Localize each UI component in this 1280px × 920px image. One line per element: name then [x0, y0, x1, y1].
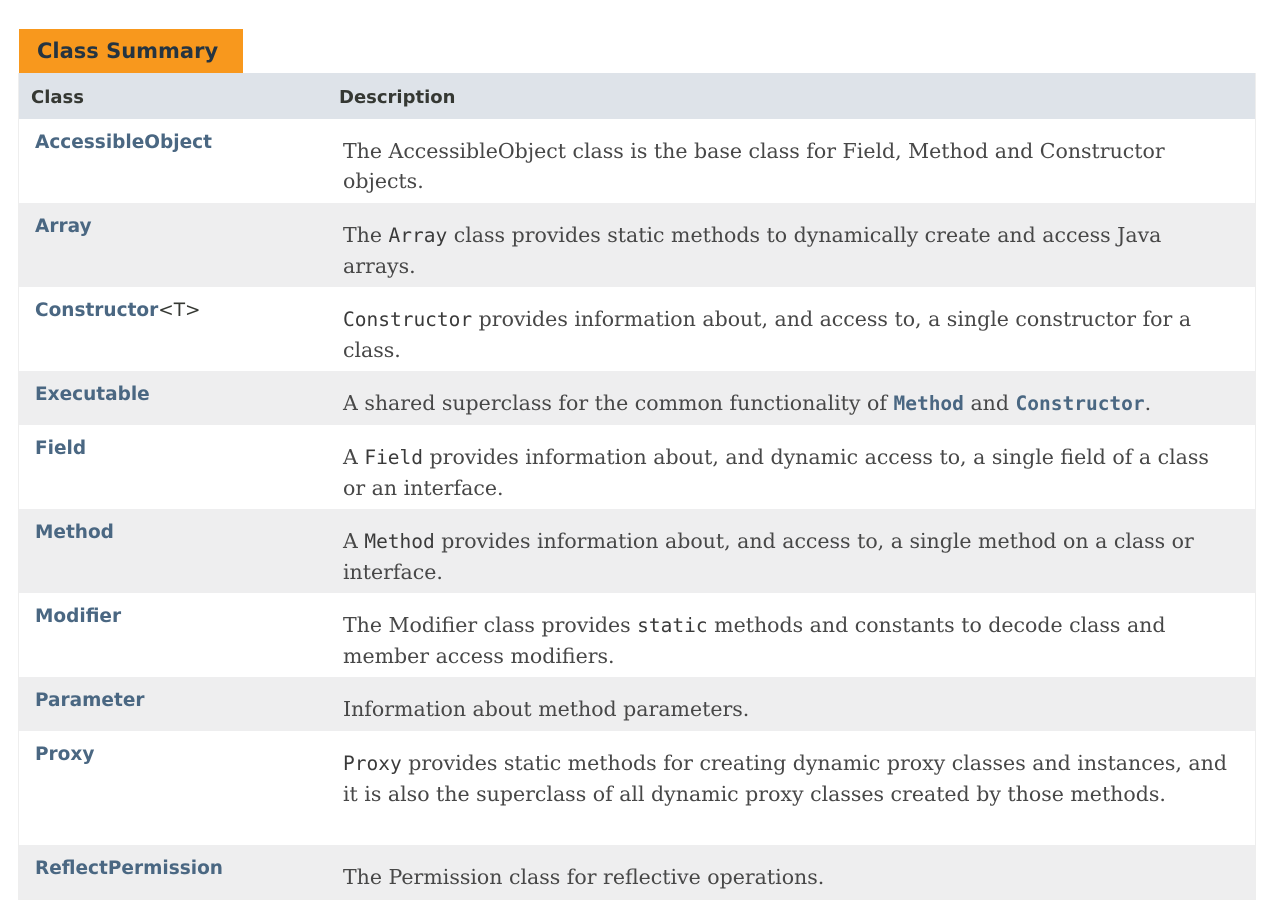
description-text: A shared superclass for the common functionality of	[343, 391, 894, 415]
description-text: provides information about, and access to, a single constructor for a class.	[343, 307, 1192, 362]
class-cell	[19, 677, 327, 731]
description-text: Information about method parameters.	[343, 697, 750, 721]
class-cell	[19, 731, 327, 845]
description-cell	[327, 287, 1255, 371]
table-row	[19, 371, 1255, 425]
class-link-modifier[interactable]: Modifier	[35, 606, 122, 627]
class-cell	[19, 593, 327, 677]
class-link-executable[interactable]: Executable	[35, 384, 150, 405]
code-array: Array	[388, 224, 448, 247]
class-cell	[19, 203, 327, 287]
table-row	[19, 677, 1255, 731]
description-text: The	[343, 223, 389, 247]
description-cell	[327, 593, 1255, 677]
code-proxy: Proxy	[343, 752, 402, 775]
table-row	[19, 119, 1255, 203]
description-text: The AccessibleObject class is the base class for Field, Method and Constructor objects.	[343, 139, 1165, 193]
column-header-description: Description	[339, 87, 456, 108]
table-row	[19, 425, 1255, 509]
description-cell	[327, 119, 1255, 203]
class-link-parameter[interactable]: Parameter	[35, 690, 145, 711]
type-parameter: <T>	[158, 300, 201, 321]
description-cell	[327, 371, 1255, 425]
class-link-reflectpermission[interactable]: ReflectPermission	[35, 858, 223, 879]
class-link-proxy[interactable]: Proxy	[35, 744, 95, 765]
class-cell	[19, 845, 327, 899]
class-cell	[19, 287, 327, 371]
class-link-field[interactable]: Field	[35, 438, 87, 459]
table-row	[19, 287, 1255, 371]
table-row	[19, 509, 1255, 593]
code-method: Method	[364, 530, 435, 553]
description-text: The Modifier class provides	[343, 613, 638, 637]
description-text: provides information about, and dynamic access to, a single field of a class or an interface.	[343, 445, 1209, 500]
class-summary-table	[18, 73, 1256, 900]
code-constructor: Constructor	[343, 308, 473, 331]
description-cell	[327, 509, 1255, 593]
description-cell	[327, 425, 1255, 509]
code-link-method[interactable]: Method	[893, 392, 964, 415]
description-text: .	[1144, 391, 1152, 415]
description-text: provides static methods for creating dynamic proxy classes and instances, and it is also the superclass of all dynamic proxy classes created by those methods.	[343, 751, 1227, 806]
class-cell	[19, 425, 327, 509]
description-text: The Permission class for reflective operations.	[343, 865, 825, 889]
code-static: static	[637, 614, 708, 637]
table-row	[19, 203, 1255, 287]
description-text: provides information about, and access to, a single method on a class or interface.	[343, 529, 1194, 584]
description-text: A	[343, 445, 365, 469]
table-row	[19, 593, 1255, 677]
class-link-array[interactable]: Array	[35, 216, 92, 237]
description-text: methods and constants to decode class and member access modifiers.	[343, 613, 1166, 668]
description-text: A	[343, 529, 365, 553]
class-cell	[19, 509, 327, 593]
description-text: class provides static methods to dynamically create and access Java arrays.	[343, 223, 1162, 278]
class-link-method[interactable]: Method	[35, 522, 114, 543]
description-cell	[327, 731, 1255, 845]
column-header-class: Class	[31, 87, 84, 108]
description-cell	[327, 203, 1255, 287]
class-cell	[19, 119, 327, 203]
description-cell	[327, 677, 1255, 731]
class-cell	[19, 371, 327, 425]
description-cell	[327, 845, 1255, 899]
code-field: Field	[364, 446, 424, 469]
class-link-accessibleobject[interactable]: AccessibleObject	[35, 132, 212, 153]
class-summary-tab: Class Summary	[19, 29, 243, 73]
table-header	[19, 73, 1255, 119]
table-row	[19, 731, 1255, 845]
code-link-constructor[interactable]: Constructor	[1015, 392, 1145, 415]
table-row	[19, 845, 1255, 899]
class-link-constructor[interactable]: Constructor	[35, 300, 159, 321]
description-text: and	[963, 391, 1016, 415]
